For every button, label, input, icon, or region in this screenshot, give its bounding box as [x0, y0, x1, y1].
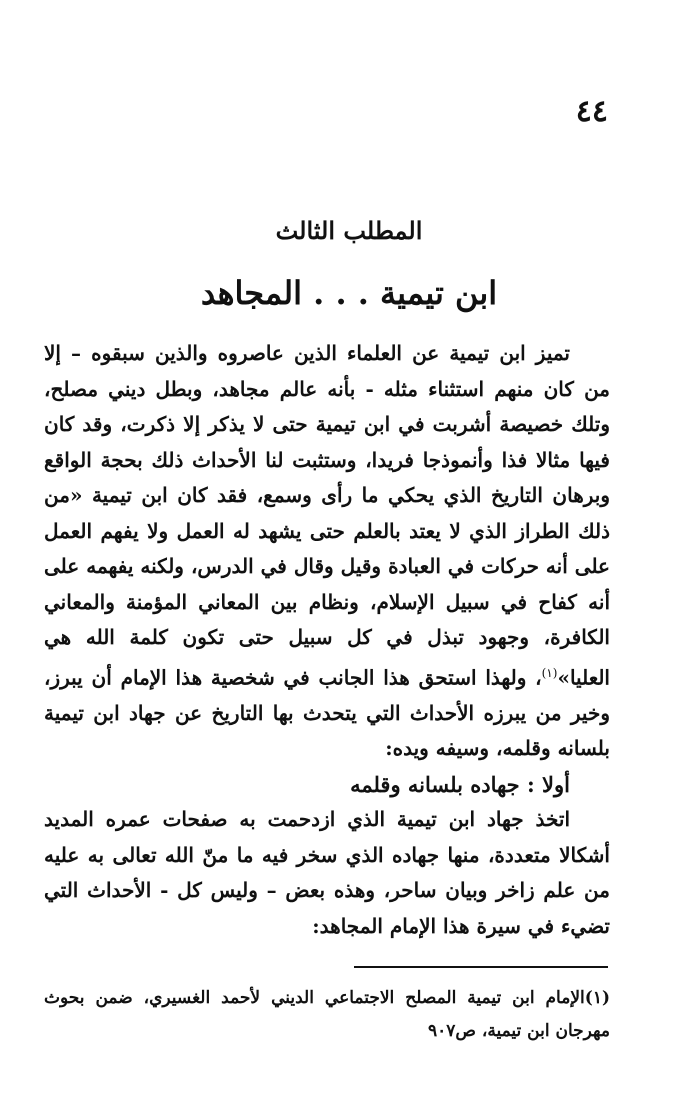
footnote-1: (١)الإمام ابن تيمية المصلح الاجتماعي الديني لأحمد الغسيري، ضمن بحوث مهرجان ابن تيمية، ص٩٠٧	[44, 988, 610, 1041]
paragraph-intro-part1: تميز ابن تيمية عن العلماء الذين عاصروه والذين سبقوه – إلا من كان منهم استثناء مثله - بأنه عالم مجاهد، وبطل ديني مصلح، وتلك خصيصة أشربت في ابن تيمية حتى لا يذكر إلا ذكرت، وقد كان فيها مثالا فذا وأنموذجا فريدا، وستثبت لنا الأحداث ذلك بحجة الواقع وبرهان التاريخ الذي يحكي ما رأى وسمع، فقد كان ابن تيمية «من ذلك الطراز الذي لا يعتد بالعلم حتى يشهد له العمل ولا يفهم العمل على أنه حركات في العبادة وقيل وقال في الدرس، ولكنه يفهمه على أنه كفاح في سبيل الإسلام، ونظام بين المعاني المؤمنة والمعاني الكافرة، وجهود تبذل في كل سبيل حتى تكون كلمة الله هي العليا»	[44, 341, 610, 690]
page-number: ٤٤	[575, 94, 608, 129]
footnote-reference: (١)	[541, 665, 558, 680]
footnote-divider	[354, 966, 608, 968]
chapter-title: ابن تيمية . . . المجاهد	[200, 274, 498, 312]
body-text	[44, 336, 610, 944]
footnotes	[44, 982, 610, 1048]
paragraph-jihad: اتخذ جهاد ابن تيمية الذي ازدحمت به صفحات عمره المديد أشكالا متعددة، منها جهاده الذي سخر فيه ما منّ الله تعالى به عليه من علم زاخر وبيان ساحر، وهذه بعض – وليس كل - الأحداث التي تضيء في سيرة هذا الإمام المجاهد:	[44, 807, 610, 938]
paragraph-intro	[44, 336, 610, 767]
subheading: أولا : جهاده بلسانه وقلمه	[350, 771, 570, 797]
section-label: المطلب الثالث	[275, 216, 423, 245]
paragraph-intro-part2: ، ولهذا استحق هذا الجانب في شخصية هذا الإمام أن يبرز، وخير من يبرزه الأحداث التي يتحدث بها التاريخ عن جهاد ابن تيمية بلسانه وقلمه، وسيفه ويده:	[44, 665, 610, 761]
